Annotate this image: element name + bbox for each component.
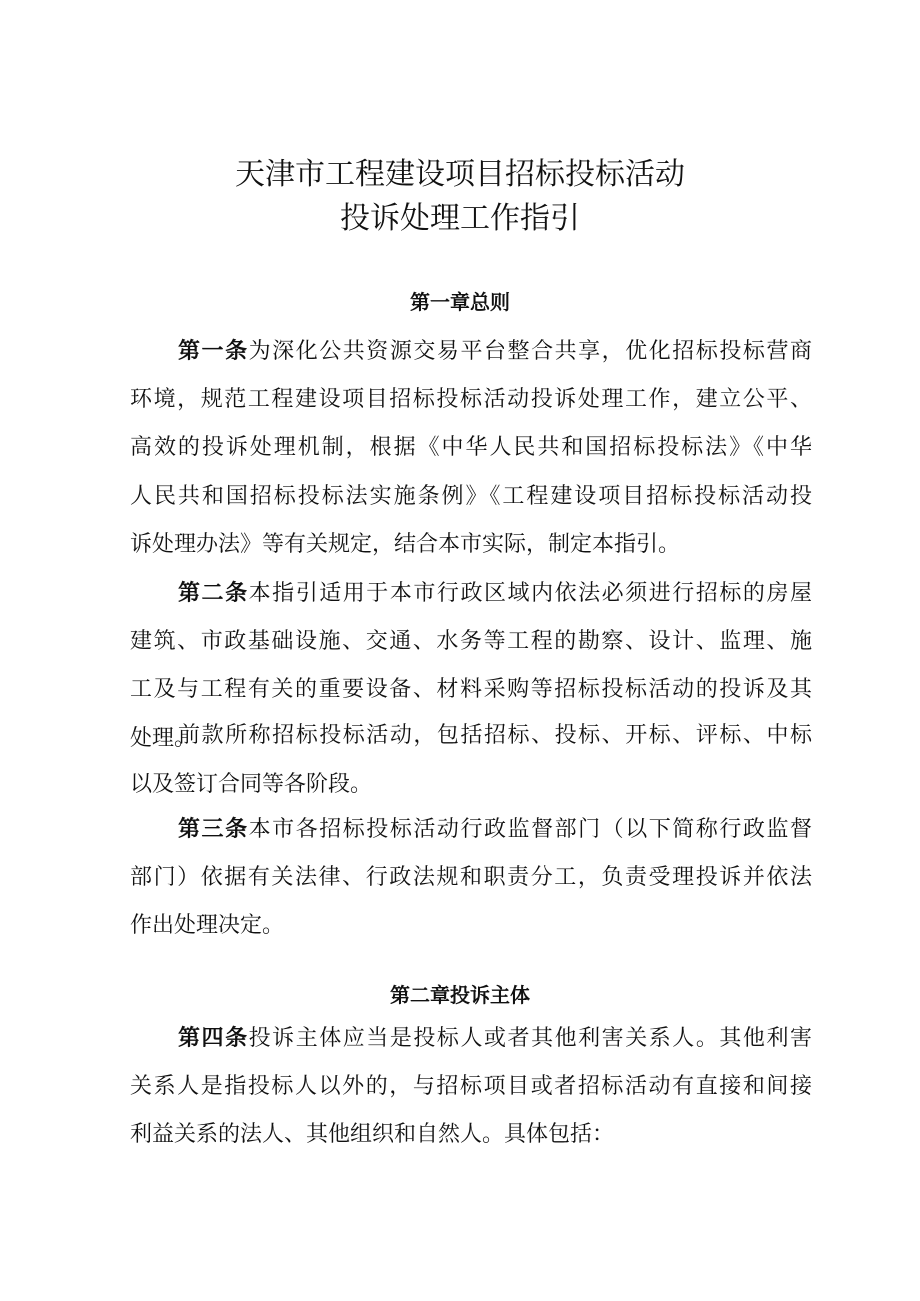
article-3 <box>130 805 812 951</box>
article-2-line-1 <box>130 569 812 618</box>
article-3-line-3: 作出处理决定。 <box>130 913 285 938</box>
article-4-line-2: 关系人是指投标人以外的，与招标项目或者招标活动有直接和间接 <box>130 1073 812 1099</box>
article-1 <box>130 327 812 570</box>
document-title-line-2: 投诉处理工作指引 <box>340 201 580 236</box>
article-4-line-1 <box>130 1014 812 1063</box>
article-3-text-1: 本市各招标投标活动行政监督部门（以下简称行政监督 <box>248 817 812 842</box>
article-2-line-2: 建筑、市政基础设施、交通、水务等工程的勘察、设计、监理、施 <box>130 628 812 654</box>
article-4-label: 第四条 <box>178 1025 249 1051</box>
article-1-line-4: 人民共和国招标投标法实施条例》《工程建设项目招标投标活动投 <box>130 483 812 509</box>
document-title-line-1: 天津市工程建设项目招标投标活动 <box>235 157 685 192</box>
article-4-line-3: 利益关系的法人、其他组织和自然人。具体包括： <box>130 1122 615 1147</box>
article-3-line-2: 部门）依据有关法律、行政法规和职责分工，负责受理投诉并依法 <box>130 864 812 890</box>
article-2-paragraph-2 <box>130 712 812 809</box>
article-3-line-1 <box>130 805 812 854</box>
article-1-text-1: 为深化公共资源交易平台整合共享，优化招标投标营商 <box>248 339 812 364</box>
chapter-1-heading: 第一章总则 <box>410 290 510 314</box>
article-3-label: 第三条 <box>178 816 249 842</box>
article-1-label: 第一条 <box>178 338 249 364</box>
article-2-para-2-line-1: 前款所称招标投标活动，包括招标、投标、开标、评标、中标 <box>178 723 812 748</box>
article-2-label: 第二条 <box>178 580 249 606</box>
article-1-line-1 <box>130 327 812 376</box>
article-4-text-1: 投诉主体应当是投标人或者其他利害关系人。其他利害 <box>248 1026 812 1051</box>
article-2-text-1: 本指引适用于本市行政区域内依法必须进行招标的房屋 <box>248 581 812 606</box>
article-1-line-3: 高效的投诉处理机制，根据《中华人民共和国招标投标法》《中华 <box>130 435 812 460</box>
article-1-line-5: 诉处理办法》等有关规定，结合本市实际，制定本指引。 <box>130 532 681 557</box>
chapter-2-heading: 第二章投诉主体 <box>390 983 530 1007</box>
article-2-para-2-line-2: 以及签订合同等各阶段。 <box>130 771 373 797</box>
article-1-line-2: 环境，规范工程建设项目招标投标活动投诉处理工作，建立公平、 <box>130 386 812 412</box>
article-2-line-4: 处理。 <box>130 725 197 751</box>
article-2-line-3: 工及与工程有关的重要设备、材料采购等招标投标活动的投诉及其 <box>130 677 812 702</box>
article-4 <box>130 1014 812 1160</box>
